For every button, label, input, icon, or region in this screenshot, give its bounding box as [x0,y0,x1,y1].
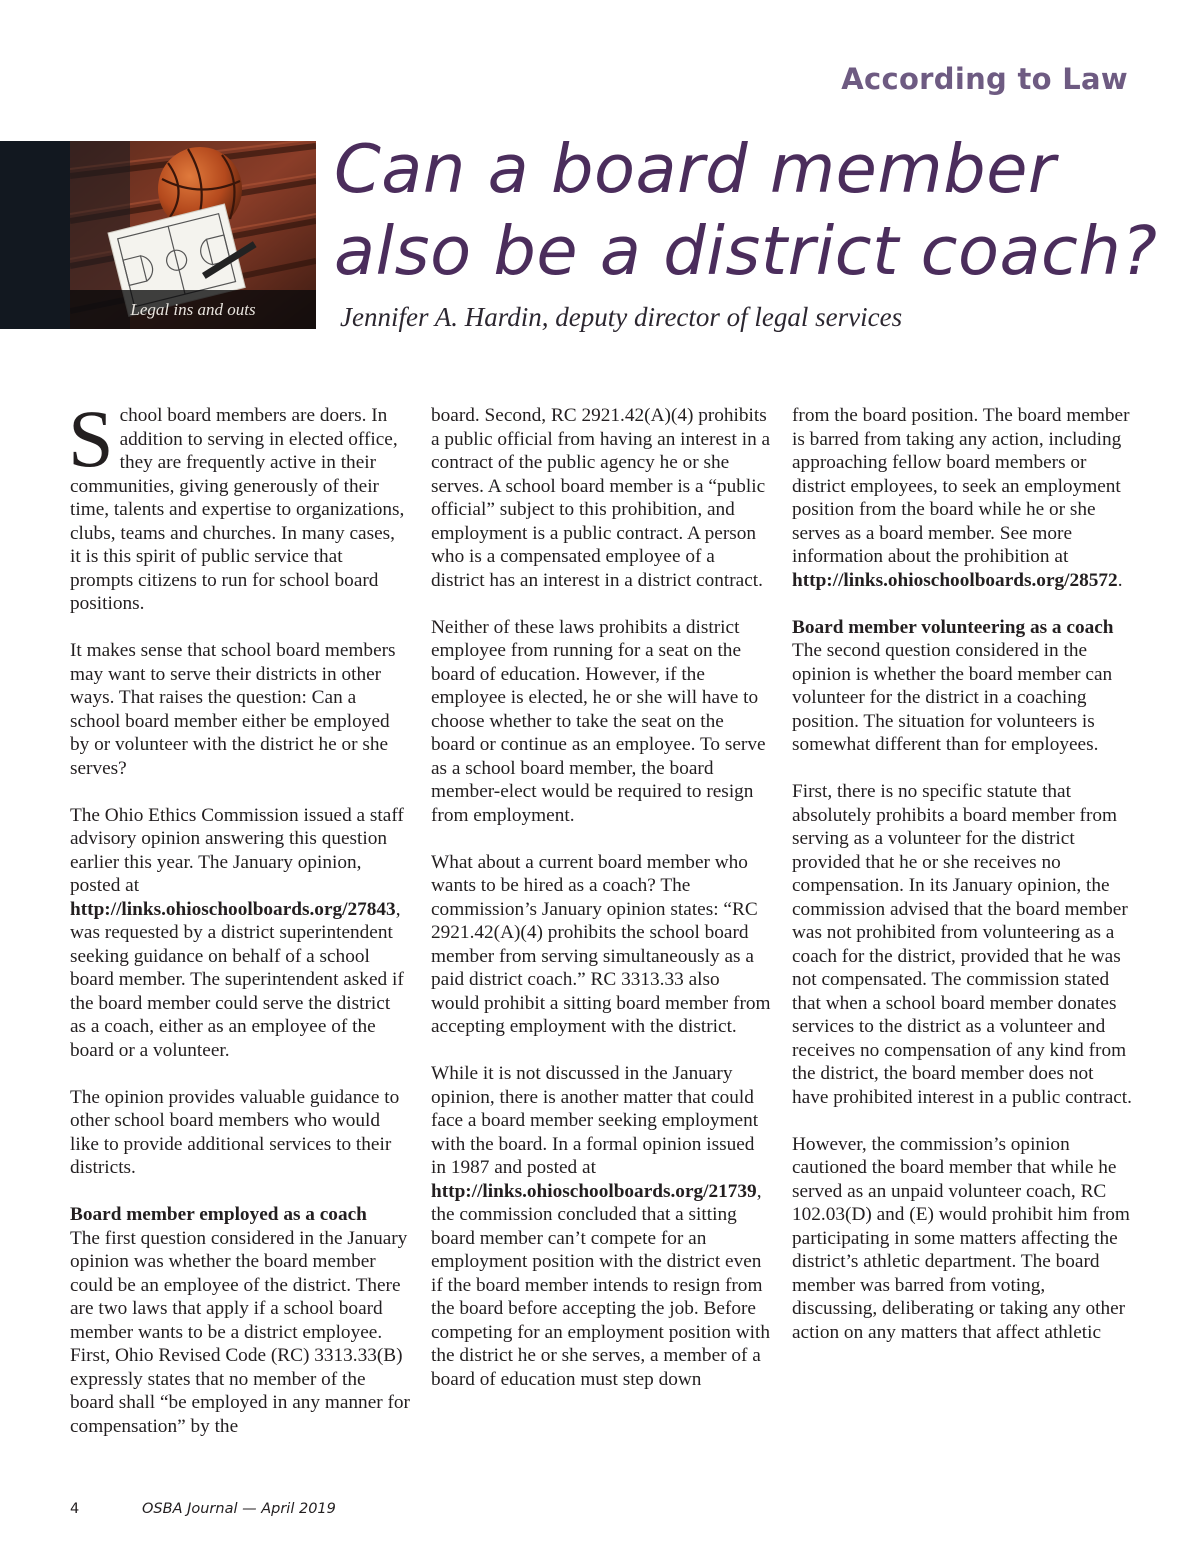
link-info-28572[interactable]: http://links.ohioschoolboards.org/28572 [792,569,1118,591]
paragraph: Neither of these laws prohibits a district employee from running for a seat on the board of education. However, if the employee is elected, he or she will have to choose whether to take the seat on the board or continue as an employee. To serve as a school board member, the board member-elect would be required to resign from employment. [431,616,766,826]
paragraph: However, the commission’s opinion cautioned the board member that while he served as an unpaid volunteer coach, RC 102.03(D) and (E) would prohibit him from participating in some matters affecting the district’s athletic department. The board member was barred from voting, discussing, deliberating or taking any other action on any matters that affect athletic [792,1133,1130,1343]
byline: Jennifer A. Hardin, deputy director of legal services [340,302,903,332]
paragraph-text: from the board position. The board member is barred from taking any action, including approaching fellow board members or district employees, to seek an employment position from the board while he or she serves as a board member. See more information about the prohibition at [792,405,1130,567]
paragraph: The opinion provides valuable guidance to other school board members who would like to provide additional services to their districts. [70,1086,400,1178]
paragraph: It makes sense that school board members may want to serve their districts in other ways. That raises the question: Can a school board member either be employed by or volunteer with the district he or she serves? [70,640,396,779]
drop-cap: S [68,393,114,484]
article-column-2 [431,404,771,1415]
paragraph-text: . [1117,569,1123,591]
paragraph-text: While it is not discussed in the January opinion, there is another matter that could face a board member seeking employment with the board. In a formal opinion issued in 1987 and posted at [431,1063,759,1178]
paragraph: board. Second, RC 2921.42(A)(4) prohibits a public official from having an interest in a contract of the public agency he or she serves. A school board member is a “public official” subject to this prohibition, and employment is a public contract. A person who is a compensated employee of a district has an interest in a district contract. [431,405,771,591]
paragraph: First, there is no specific statute that absolutely prohibits a board member from serving as a volunteer for the district provided that he or she receives no compensation. In its January opinion, the commission advised that the board member was not prohibited from volunteering as a coach for the district, provided that he was not compensated. The commission stated that when a school board member donates services to the district as a volunteer and receives no compensation of any kind from the district, the board member does not have prohibited interest in a public contract. [792,781,1132,1108]
subheading-volunteering: Board member volunteering as a coach [792,616,1114,638]
intro-paragraph [68,393,410,616]
page-footer [70,1501,336,1517]
paragraph: What about a current board member who wants to be hired as a coach? The commission’s January opinion states: “RC 2921.42(A)(4) prohibits the school board member from serving simultaneously as a paid district coach.” RC 3313.33 also would prohibit a sitting board member from accepting employment with the district. [431,851,771,1037]
subheading-employed: Board member employed as a coach [70,1204,367,1225]
article-title: Can a board member also be a district coach? [334,130,1158,290]
paragraph: The first question considered in the January opinion was whether the board member could be an employee of the district. There are two laws that apply if a school board member wants to be a district employee. First, Ohio Revised Code (RC) 3313.33(B) expressly states that no member of the board shall “be employed in any manner for compensation” by the [70,1227,410,1437]
paragraph-text: chool board members are doers. In addition to serving in elected office, they are frequently active in their communities, giving generously of their time, talents and expertise to organizations, clubs, teams and churches. In many cases, it is this spirit of public service that prompts citizens to run for school board positions. [70,405,405,614]
article-column-1 [68,393,410,1462]
article-column-3 [792,404,1132,1368]
photo-caption: Legal ins and outs [70,290,316,329]
section-label: According to Law [841,62,1128,96]
paragraph-text: , the commission concluded that a sitting board member can’t compete for an employment position with the district even if the board member intends to resign from the board before accepting the job. Before competing for an employment position with the district he or she serves, a member of a board of education must step down [431,1180,770,1390]
paragraph [70,804,410,1063]
publication-info: OSBA Journal — April 2019 [142,1501,336,1517]
page-number: 4 [70,1501,80,1517]
link-opinion-27843[interactable]: http://links.ohioschoolboards.org/27843 [70,898,396,920]
paragraph [431,1062,771,1391]
link-opinion-21739[interactable]: http://links.ohioschoolboards.org/21739 [431,1180,757,1202]
paragraph-text: The Ohio Ethics Commission issued a staff advisory opinion answering this question earlier this year. The January opinion, posted at [70,804,404,896]
paragraph [792,404,1132,592]
paragraph: The second question considered in the opinion is whether the board member can volunteer for the district in a coaching position. The situation for volunteers is somewhat different than for employees. [792,640,1113,755]
decorative-bar [0,141,70,329]
paragraph-text: , was requested by a district superintendent seeking guidance on behalf of a school board member. The superintendent asked if the board member could serve the district as a coach, either as an employee of the board or a volunteer. [70,898,404,1061]
